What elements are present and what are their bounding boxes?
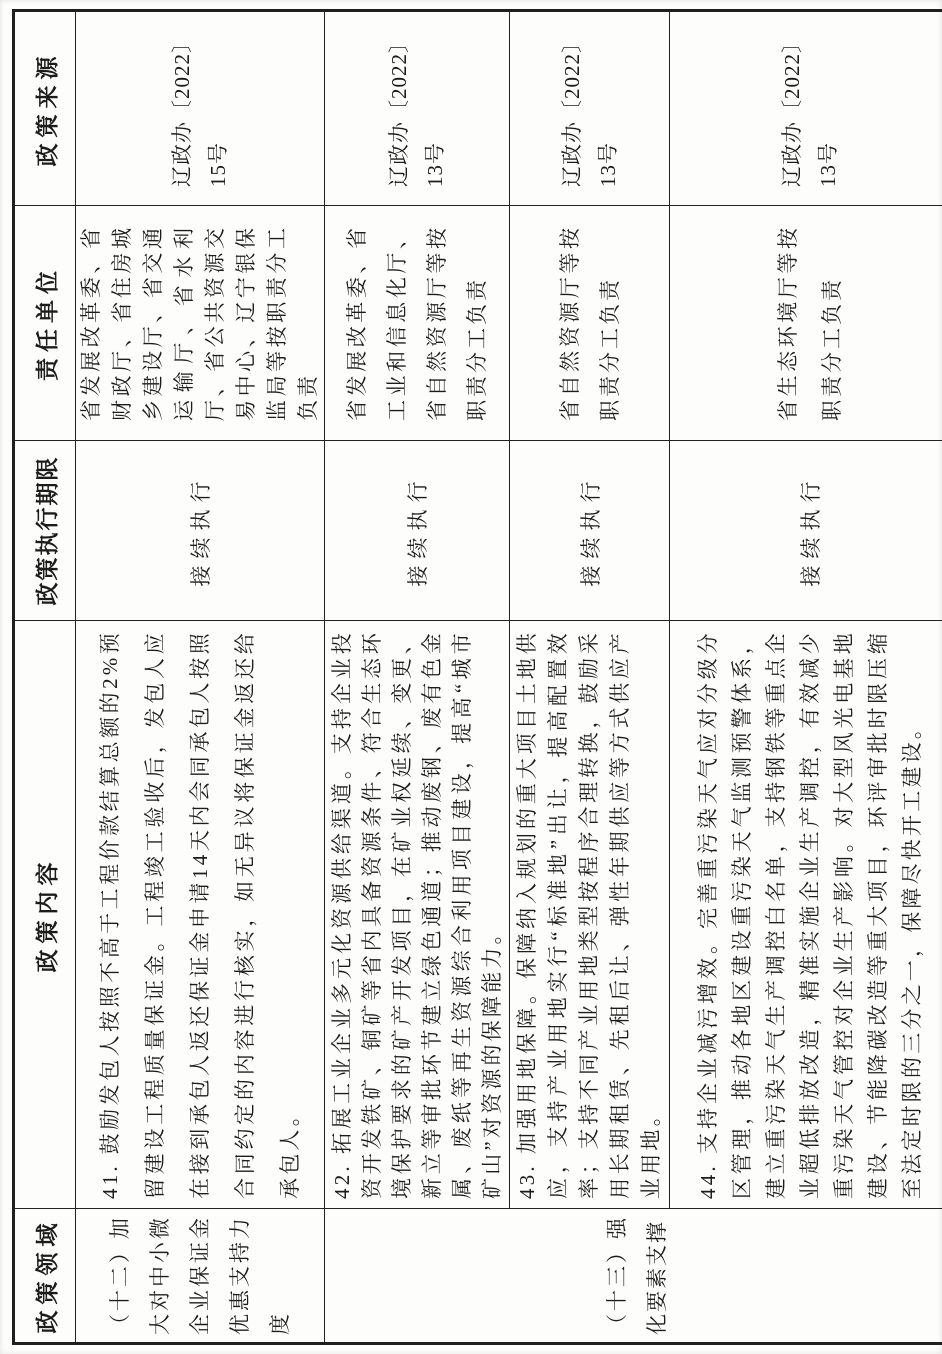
rotated-policy-table-wrapper [12, 12, 930, 1345]
row41-responsible-unit-cell: 省发展改革委、省财政厅、省住房城乡建设厅、省交通运输厅、省水利厅、省公共资源交易中心、辽宁银保监局等按职责分工负责 [76, 206, 325, 441]
row41-policy-content-cell: 41. 鼓励发包人按照不高于工程价款结算总额的2%预留建设工程质量保证金。工程竣工验收后，发包人应在接到承包人返还保证金申请14天内会同承包人按照合同约定的内容进行核实，如无异议将保证金返还给承包人。 [76, 621, 325, 1209]
header-policy-source: 政策来源 [14, 11, 76, 206]
table-row-44 [670, 11, 942, 1344]
header-policy-domain: 政策领域 [14, 1209, 76, 1344]
row41-policy-source-cell [76, 11, 325, 206]
policy-table [12, 9, 942, 1345]
row42-policy-source-cell [325, 11, 510, 206]
source-doc-number-line2: 15号 [206, 142, 230, 187]
row44-responsible-unit-cell: 省生态环境厅等按职责分工负责 [670, 206, 942, 441]
header-policy-content: 政策内容 [14, 621, 76, 1209]
source-doc-number-line1: 辽政办〔2022〕 [559, 31, 584, 187]
table-row-43 [510, 11, 670, 1344]
source-doc-number-line2: 13号 [815, 142, 840, 187]
source-doc-number-line1: 辽政办〔2022〕 [387, 31, 411, 187]
table-row-41 [76, 11, 325, 1344]
source-doc-number-line2: 13号 [595, 142, 620, 187]
row42-responsible-unit-cell: 省发展改革委、省工业和信息化厅、省自然资源厅等按职责分工负责 [325, 206, 510, 441]
row43-policy-content-cell: 43. 加强用地保障。保障纳入规划的重大项目土地供应，支持产业用地实行“标准地”出让，提高配置效率；支持不同产业用地类型按程序合理转换，鼓励采用长期租赁、先租后让、弹性年期供应等方式供应产业用地。 [510, 621, 670, 1209]
row43-policy-period-cell: 接续执行 [510, 441, 670, 621]
source-doc-number-line2: 13号 [423, 142, 447, 187]
table-row-42 [325, 11, 510, 1344]
header-policy-period: 政策执行期限 [14, 441, 76, 621]
header-row [14, 11, 76, 1344]
row41-policy-period-cell: 接续执行 [76, 441, 325, 621]
row42-policy-content-cell: 42. 拓展工业企业多元化资源供给渠道。支持企业投资开发铁矿、铜矿等省内具备资源条件、符合生态环境保护要求的矿产开发项目，在矿业权延续、变更、新立等审批环节建立绿色通道；推动废钢、废有色金属、废纸等再生资源综合利用项目建设，提高“城市矿山”对资源的保障能力。 [325, 621, 510, 1209]
row44-policy-source-cell [670, 11, 942, 206]
source-doc-number-line1: 辽政办〔2022〕 [779, 31, 804, 187]
row42-44-policy-domain-cell: （十三）强化要素支撑 [325, 1209, 942, 1344]
row41-policy-domain-cell: （十二）加大对中小微企业保证金优惠支持力度 [76, 1209, 325, 1344]
row43-policy-source-cell [510, 11, 670, 206]
source-doc-number-line1: 辽政办〔2022〕 [170, 31, 194, 187]
row42-policy-period-cell: 接续执行 [325, 441, 510, 621]
header-responsible-unit: 责任单位 [14, 206, 76, 441]
row44-policy-period-cell: 接续执行 [670, 441, 942, 621]
row43-responsible-unit-cell: 省自然资源厅等按职责分工负责 [510, 206, 670, 441]
row44-policy-content-cell: 44. 支持企业减污增效。完善重污染天气应对分级分区管理，推动各地区建设重污染天气监测预警体系，建立重污染天气生产调控白名单，支持钢铁等重点企业超低排放改造，精准实施企业生产调控，有效减少重污染天气管控对企业生产影响。对大型风光电基地建设、节能降碳改造等重大项目，环评审批时限压缩至法定时限的三分之一，保障尽快开工建设。 [670, 621, 942, 1209]
